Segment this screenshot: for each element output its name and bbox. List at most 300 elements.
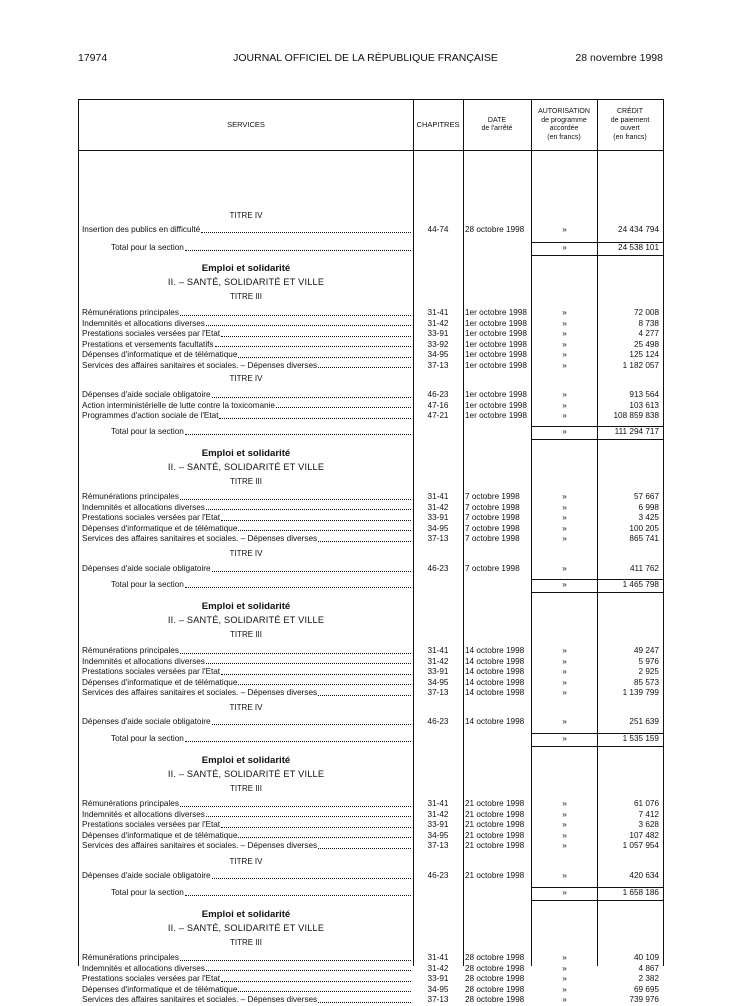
table-row (79, 319, 663, 330)
col-header-services: SERVICES (227, 119, 265, 129)
section-subheading: II. – SANTÉ, SOLIDARITÉ ET VILLE (167, 923, 325, 933)
chapitre-cell: 34-95 (427, 677, 449, 687)
section-heading: Emploi et solidarité (201, 448, 291, 459)
col-header-date: DATE de l'arrêté (481, 116, 513, 132)
service-label: Prestations sociales versées par l'Etat (82, 513, 221, 522)
service-cell (111, 427, 411, 438)
service-label: Prestations et versements facultatifs (82, 339, 214, 349)
service-label: Programmes d'action sociale de l'Etat (82, 411, 219, 420)
chapitre-cell: 31-41 (427, 646, 449, 655)
section-heading: Emploi et solidarité (201, 601, 291, 612)
chapitre-cell: 44-74 (427, 225, 449, 234)
chapitre-cell: 34-95 (427, 984, 449, 994)
chapitre-cell: 33-91 (427, 974, 449, 983)
service-cell (82, 340, 411, 351)
service-cell (82, 534, 411, 545)
autorisation-cell: » (562, 974, 567, 983)
autorisation-cell: » (562, 390, 567, 399)
credit-cell: 1 658 186 (622, 888, 659, 897)
date-cell: 1er octobre 1998 (465, 318, 527, 328)
credit-cell: 913 564 (629, 390, 659, 399)
credit-cell: 2 925 (638, 667, 659, 676)
service-cell (82, 225, 411, 236)
service-cell (82, 717, 411, 728)
date-cell: 14 octobre 1998 (465, 667, 525, 676)
date-cell: 1er octobre 1998 (465, 308, 527, 317)
date-cell: 21 octobre 1998 (465, 799, 525, 808)
date-cell: 28 octobre 1998 (465, 225, 525, 234)
titre-heading: TITRE III (230, 784, 262, 793)
service-cell (82, 564, 411, 575)
service-cell (82, 503, 411, 514)
titre-heading: TITRE IV (229, 374, 263, 383)
service-cell (82, 657, 411, 668)
credit-cell: 7 412 (638, 809, 659, 819)
credit-cell: 25 498 (633, 339, 659, 349)
service-cell (111, 734, 411, 745)
date-cell: 7 octobre 1998 (465, 564, 520, 573)
leader-dots (318, 688, 411, 696)
chapitre-cell: 46-23 (427, 871, 449, 880)
autorisation-cell: » (562, 350, 567, 359)
leader-dots (238, 985, 411, 993)
credit-cell: 57 667 (633, 492, 659, 501)
credit-cell: 4 867 (638, 963, 659, 973)
chapitre-cell: 37-13 (427, 534, 449, 543)
date-cell: 1er octobre 1998 (465, 350, 527, 359)
service-label: Indemnités et allocations diverses (82, 656, 205, 666)
date-cell: 7 octobre 1998 (465, 523, 520, 533)
chapitre-cell: 46-23 (427, 390, 449, 399)
table-row (79, 492, 663, 503)
credit-cell: 100 205 (629, 523, 659, 533)
autorisation-cell: » (562, 534, 567, 543)
autorisation-cell: » (562, 513, 567, 522)
credit-cell: 8 738 (638, 318, 659, 328)
date-cell: 21 octobre 1998 (465, 809, 525, 819)
section-subheading: II. – SANTÉ, SOLIDARITÉ ET VILLE (167, 462, 325, 472)
service-cell (82, 667, 411, 678)
service-cell (82, 524, 411, 535)
service-label: Insertion des publics en difficulté (82, 225, 201, 234)
table-row (79, 974, 663, 985)
chapitre-cell: 34-95 (427, 350, 449, 359)
service-label: Total pour la section (111, 427, 184, 436)
chapitre-cell: 37-13 (427, 995, 449, 1004)
titre-heading: TITRE IV (229, 211, 263, 220)
leader-dots (221, 329, 411, 337)
service-cell (82, 390, 411, 401)
titre-heading: TITRE III (230, 292, 262, 301)
service-label: Dépenses d'informatique et de télématique (82, 677, 238, 687)
date-cell: 7 octobre 1998 (465, 513, 520, 522)
leader-dots (221, 513, 411, 521)
service-cell (82, 995, 411, 1006)
table-row (79, 964, 663, 975)
chapitre-cell: 46-23 (427, 564, 449, 573)
date-cell: 14 octobre 1998 (465, 656, 525, 666)
leader-dots (221, 667, 411, 675)
date-cell: 1er octobre 1998 (465, 329, 527, 338)
col-header-chapitres: CHAPITRES (416, 119, 460, 129)
service-cell (82, 799, 411, 810)
service-cell (111, 243, 411, 254)
date-cell: 14 octobre 1998 (465, 688, 525, 697)
service-cell (82, 953, 411, 964)
leader-dots (238, 678, 411, 686)
credit-cell: 420 634 (629, 871, 659, 880)
service-label: Services des affaires sanitaires et sociales. – Dépenses diverses (82, 688, 318, 697)
credit-cell: 739 976 (629, 995, 659, 1004)
chapitre-cell: 31-42 (427, 963, 449, 973)
chapitre-cell: 37-13 (427, 688, 449, 697)
autorisation-cell: » (562, 995, 567, 1004)
total-rule (531, 733, 663, 747)
leader-dots (185, 243, 411, 251)
service-cell (82, 308, 411, 319)
service-cell (82, 350, 411, 361)
date-cell: 28 octobre 1998 (465, 963, 525, 973)
chapitre-cell: 31-41 (427, 308, 449, 317)
service-label: Indemnités et allocations diverses (82, 318, 205, 328)
leader-dots (206, 657, 411, 665)
table-row (79, 225, 663, 236)
table-row (79, 350, 663, 361)
autorisation-cell: » (562, 492, 567, 501)
leader-dots (212, 871, 411, 879)
autorisation-cell: » (562, 329, 567, 338)
service-label: Dépenses d'informatique et de télématique (82, 830, 238, 840)
credit-cell: 24 434 794 (618, 225, 659, 234)
titre-heading: TITRE III (230, 630, 262, 639)
total-rule (531, 426, 663, 440)
chapitre-cell: 31-42 (427, 809, 449, 819)
chapitre-cell: 33-91 (427, 667, 449, 676)
service-label: Services des affaires sanitaires et sociales. – Dépenses diverses (82, 995, 318, 1004)
autorisation-cell: » (562, 656, 567, 666)
section-subheading: II. – SANTÉ, SOLIDARITÉ ET VILLE (167, 769, 325, 779)
chapitre-cell: 37-13 (427, 841, 449, 850)
credit-cell: 40 109 (633, 953, 659, 962)
total-rule (531, 242, 663, 256)
credit-cell: 108 859 838 (613, 411, 659, 420)
leader-dots (276, 401, 411, 409)
credit-cell: 111 294 717 (614, 427, 659, 436)
credit-cell: 865 741 (629, 534, 659, 543)
chapitre-cell: 33-91 (427, 513, 449, 522)
credit-cell: 69 695 (633, 984, 659, 994)
autorisation-cell: » (562, 809, 567, 819)
credit-cell: 107 482 (629, 830, 659, 840)
table-row (79, 534, 663, 545)
credit-cell: 1 057 954 (622, 841, 659, 850)
service-label: Prestations sociales versées par l'Etat (82, 820, 221, 829)
service-label: Total pour la section (111, 580, 184, 589)
service-cell (82, 492, 411, 503)
leader-dots (219, 411, 411, 419)
section-subheading: II. – SANTÉ, SOLIDARITÉ ET VILLE (167, 615, 325, 625)
credit-cell: 3 628 (638, 820, 659, 829)
chapitre-cell: 34-95 (427, 830, 449, 840)
service-cell (82, 831, 411, 842)
service-label: Dépenses d'aide sociale obligatoire (82, 564, 211, 573)
date-cell: 21 octobre 1998 (465, 871, 525, 880)
service-cell (82, 361, 411, 372)
leader-dots (180, 953, 411, 961)
leader-dots (206, 319, 411, 327)
leader-dots (185, 888, 411, 896)
service-label: Prestations sociales versées par l'Etat (82, 329, 221, 338)
service-cell (82, 401, 411, 412)
credit-cell: 1 139 799 (622, 688, 659, 697)
table-row (79, 820, 663, 831)
table-row (79, 871, 663, 882)
leader-dots (180, 799, 411, 807)
header-separator (79, 150, 663, 151)
credit-cell: 6 998 (638, 502, 659, 512)
service-label: Total pour la section (111, 734, 184, 743)
autorisation-cell: » (562, 717, 567, 726)
leader-dots (180, 492, 411, 500)
service-cell (82, 513, 411, 524)
date-cell: 28 octobre 1998 (465, 984, 525, 994)
titre-heading: TITRE IV (229, 857, 263, 866)
table-row (79, 717, 663, 728)
autorisation-cell: » (562, 888, 567, 897)
table-row (79, 361, 663, 372)
leader-dots (185, 580, 411, 588)
journal-title: JOURNAL OFFICIEL DE LA RÉPUBLIQUE FRANÇAISE (233, 52, 498, 64)
table-row (79, 799, 663, 810)
credit-cell: 85 573 (633, 677, 659, 687)
total-rule (531, 887, 663, 901)
service-label: Dépenses d'informatique et de télématique (82, 350, 238, 359)
table-row (79, 667, 663, 678)
credit-cell: 411 762 (630, 564, 659, 573)
chapitre-cell: 31-41 (427, 953, 449, 962)
autorisation-cell: » (562, 243, 567, 252)
table-row (79, 411, 663, 422)
chapitre-cell: 33-92 (427, 339, 449, 349)
autorisation-cell: » (562, 799, 567, 808)
credit-cell: 5 976 (638, 656, 659, 666)
date-cell: 1er octobre 1998 (465, 360, 527, 370)
table-row (79, 841, 663, 852)
service-label: Dépenses d'informatique et de télématique (82, 523, 238, 533)
leader-dots (238, 350, 411, 358)
table-row (79, 564, 663, 575)
autorisation-cell: » (562, 646, 567, 655)
chapitre-cell: 37-13 (427, 360, 449, 370)
col-header-autorisation: AUTORISATION de programme accordée (en francs) (538, 108, 590, 141)
service-cell (82, 841, 411, 852)
leader-dots (318, 534, 411, 542)
table-row (79, 810, 663, 821)
leader-dots (238, 524, 411, 532)
table-row (79, 646, 663, 657)
publication-date: 28 novembre 1998 (575, 52, 663, 64)
autorisation-cell: » (562, 339, 567, 349)
date-cell: 14 octobre 1998 (465, 717, 525, 726)
autorisation-cell: » (562, 677, 567, 687)
credit-cell: 251 639 (629, 717, 659, 726)
credit-cell: 72 008 (633, 308, 659, 317)
service-label: Total pour la section (111, 243, 184, 252)
autorisation-cell: » (562, 427, 567, 436)
service-cell (82, 329, 411, 340)
autorisation-cell: » (562, 318, 567, 328)
col-header-credit: CRÉDIT de paiement ouvert (en francs) (610, 108, 650, 141)
date-cell: 28 octobre 1998 (465, 974, 525, 983)
autorisation-cell: » (562, 871, 567, 880)
chapitre-cell: 33-91 (427, 329, 449, 338)
service-label: Prestations sociales versées par l'Etat (82, 667, 221, 676)
autorisation-cell: » (562, 820, 567, 829)
allocation-table (78, 99, 664, 1004)
date-cell: 1er octobre 1998 (465, 400, 527, 410)
autorisation-cell: » (562, 564, 567, 573)
table-row (79, 340, 663, 351)
leader-dots (318, 361, 411, 369)
table-row (79, 308, 663, 319)
table-row (79, 657, 663, 668)
date-cell: 1er octobre 1998 (465, 390, 527, 399)
leader-dots (201, 225, 411, 233)
autorisation-cell: » (562, 953, 567, 962)
chapitre-cell: 46-23 (427, 717, 449, 726)
titre-heading: TITRE IV (229, 549, 263, 558)
service-label: Prestations sociales versées par l'Etat (82, 974, 221, 983)
table-row (79, 678, 663, 689)
section-subheading: II. – SANTÉ, SOLIDARITÉ ET VILLE (167, 277, 325, 287)
table-row (79, 995, 663, 1006)
service-label: Dépenses d'informatique et de télématique (82, 984, 238, 994)
date-cell: 21 octobre 1998 (465, 830, 525, 840)
section-heading: Emploi et solidarité (201, 909, 291, 920)
leader-dots (212, 390, 411, 398)
autorisation-cell: » (562, 502, 567, 512)
service-label: Indemnités et allocations diverses (82, 963, 205, 973)
section-heading: Emploi et solidarité (201, 263, 291, 274)
chapitre-cell: 31-42 (427, 502, 449, 512)
autorisation-cell: » (562, 580, 567, 589)
leader-dots (221, 974, 411, 982)
autorisation-cell: » (562, 688, 567, 697)
table-row (79, 953, 663, 964)
autorisation-cell: » (562, 963, 567, 973)
table-row (79, 401, 663, 412)
credit-cell: 125 124 (629, 350, 659, 359)
service-label: Rémunérations principales (82, 799, 179, 808)
chapitre-cell: 31-41 (427, 799, 449, 808)
titre-heading: TITRE III (230, 938, 262, 947)
credit-cell: 24 538 101 (618, 243, 659, 252)
service-label: Indemnités et allocations diverses (82, 502, 205, 512)
autorisation-cell: » (562, 523, 567, 533)
autorisation-cell: » (562, 734, 567, 743)
table-row (79, 329, 663, 340)
table-row (79, 503, 663, 514)
leader-dots (206, 810, 411, 818)
service-cell (82, 871, 411, 882)
date-cell: 7 octobre 1998 (465, 492, 520, 501)
chapitre-cell: 47-21 (427, 411, 449, 420)
date-cell: 14 octobre 1998 (465, 646, 525, 655)
service-cell (82, 974, 411, 985)
service-label: Rémunérations principales (82, 953, 179, 962)
credit-cell: 49 247 (633, 646, 659, 655)
autorisation-cell: » (562, 841, 567, 850)
leader-dots (185, 734, 411, 742)
date-cell: 21 octobre 1998 (465, 820, 525, 829)
date-cell: 28 octobre 1998 (465, 995, 525, 1004)
service-label: Dépenses d'aide sociale obligatoire (82, 390, 211, 399)
service-label: Rémunérations principales (82, 492, 179, 501)
service-label: Rémunérations principales (82, 308, 179, 317)
table-row (79, 513, 663, 524)
credit-cell: 2 382 (638, 974, 659, 983)
table-row (79, 390, 663, 401)
service-label: Rémunérations principales (82, 646, 179, 655)
date-cell: 1er octobre 1998 (465, 411, 527, 420)
leader-dots (212, 717, 411, 725)
table-row (79, 524, 663, 535)
service-label: Services des affaires sanitaires et sociales. – Dépenses diverses (82, 360, 318, 370)
date-cell: 1er octobre 1998 (465, 339, 527, 349)
service-label: Action interministérielle de lutte contre la toxicomanie (82, 400, 275, 410)
service-label: Dépenses d'aide sociale obligatoire (82, 717, 211, 726)
total-rule (531, 579, 663, 593)
date-cell: 14 octobre 1998 (465, 677, 525, 687)
date-cell: 7 octobre 1998 (465, 502, 520, 512)
table-row (79, 688, 663, 699)
credit-cell: 4 277 (638, 329, 659, 338)
autorisation-cell: » (562, 830, 567, 840)
service-cell (82, 820, 411, 831)
service-label: Services des affaires sanitaires et sociales. – Dépenses diverses (82, 534, 318, 543)
date-cell: 7 octobre 1998 (465, 534, 520, 543)
autorisation-cell: » (562, 400, 567, 410)
service-label: Services des affaires sanitaires et sociales. – Dépenses diverses (82, 841, 318, 850)
credit-cell: 103 613 (629, 400, 659, 410)
leader-dots (206, 503, 411, 511)
autorisation-cell: » (562, 225, 567, 234)
chapitre-cell: 31-42 (427, 318, 449, 328)
date-cell: 28 octobre 1998 (465, 953, 525, 962)
leader-dots (206, 964, 411, 972)
autorisation-cell: » (562, 411, 567, 420)
chapitre-cell: 47-16 (427, 400, 449, 410)
date-cell: 21 octobre 1998 (465, 841, 525, 850)
leader-dots (221, 820, 411, 828)
autorisation-cell: » (562, 667, 567, 676)
credit-cell: 1 465 798 (622, 580, 659, 589)
leader-dots (180, 646, 411, 654)
chapitre-cell: 34-95 (427, 523, 449, 533)
titre-heading: TITRE III (230, 477, 262, 486)
leader-dots (318, 995, 411, 1003)
table-row (79, 831, 663, 842)
section-heading: Emploi et solidarité (201, 755, 291, 766)
page-number: 17974 (78, 52, 108, 64)
service-cell (111, 580, 411, 591)
service-cell (82, 646, 411, 657)
autorisation-cell: » (562, 360, 567, 370)
service-cell (82, 964, 411, 975)
service-cell (82, 688, 411, 699)
service-cell (82, 810, 411, 821)
credit-cell: 1 182 057 (622, 360, 659, 370)
